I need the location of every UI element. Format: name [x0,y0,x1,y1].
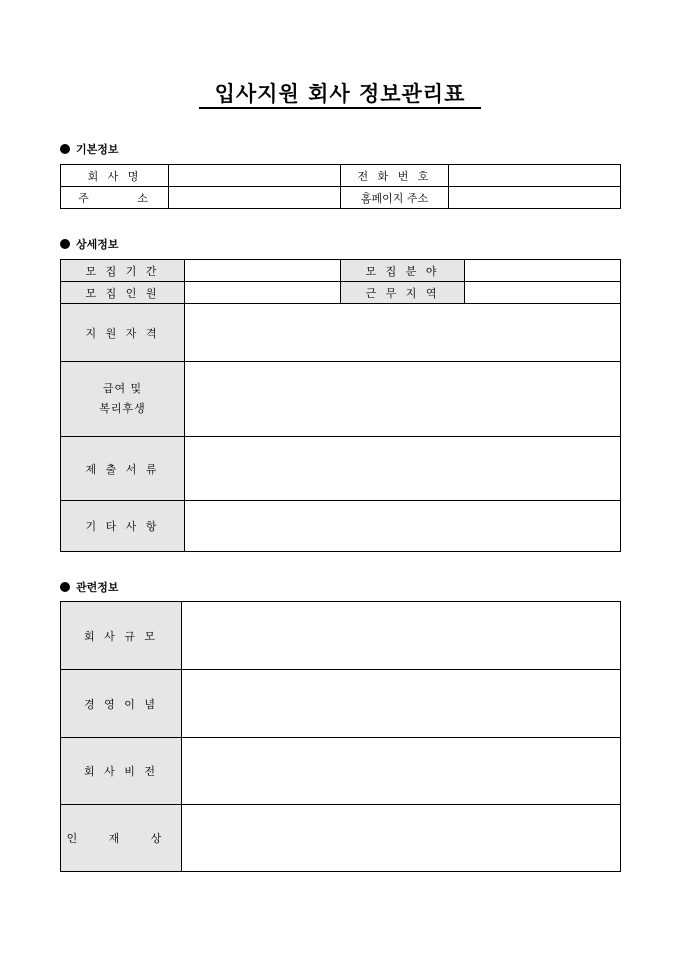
etc-label: 기 타 사 항 [61,501,185,552]
section-detail-heading [60,236,119,252]
page-title: 입사지원 회사 정보관리표 [214,81,466,106]
location-field[interactable] [465,282,621,304]
documents-label: 제 출 서 류 [61,437,185,501]
vision-label: 회 사 비 전 [61,738,182,805]
scale-field[interactable] [182,602,621,670]
etc-field[interactable] [185,501,621,552]
qualification-label: 지 원 자 격 [61,304,185,362]
basic-info-table [60,164,621,209]
company-name-field[interactable] [169,165,341,187]
section-basic-label: 기본정보 [76,143,119,156]
section-basic-heading [60,141,119,157]
section-related-heading [60,579,119,595]
philosophy-label: 경 영 이 념 [61,670,182,738]
salary-field[interactable] [185,362,621,437]
related-info-table [60,601,621,872]
salary-label-line1: 급여 및 [102,382,143,395]
talent-field[interactable] [182,805,621,872]
location-label: 근 무 지 역 [341,282,465,304]
homepage-label: 홈페이지 주소 [341,187,449,209]
bullet-icon [60,144,70,154]
salary-label [61,362,185,437]
address-label: 주 소 [61,187,169,209]
phone-label: 전 화 번 호 [341,165,449,187]
headcount-label: 모 집 인 원 [61,282,185,304]
bullet-icon [60,239,70,249]
title-underline [199,107,481,109]
field-field[interactable] [465,260,621,282]
section-detail-label: 상세정보 [76,238,119,251]
qualification-field[interactable] [185,304,621,362]
company-name-label: 회 사 명 [61,165,169,187]
address-field[interactable] [169,187,341,209]
bullet-icon [60,582,70,592]
documents-field[interactable] [185,437,621,501]
talent-label: 인 재 상 [61,805,182,872]
philosophy-field[interactable] [182,670,621,738]
scale-label: 회 사 규 모 [61,602,182,670]
detail-info-table [60,259,621,552]
vision-field[interactable] [182,738,621,805]
homepage-field[interactable] [449,187,621,209]
headcount-field[interactable] [185,282,341,304]
section-related-label: 관련정보 [76,581,119,594]
period-label: 모 집 기 간 [61,260,185,282]
period-field[interactable] [185,260,341,282]
salary-label-line2: 복리후생 [99,402,146,415]
field-label: 모 집 분 야 [341,260,465,282]
phone-field[interactable] [449,165,621,187]
